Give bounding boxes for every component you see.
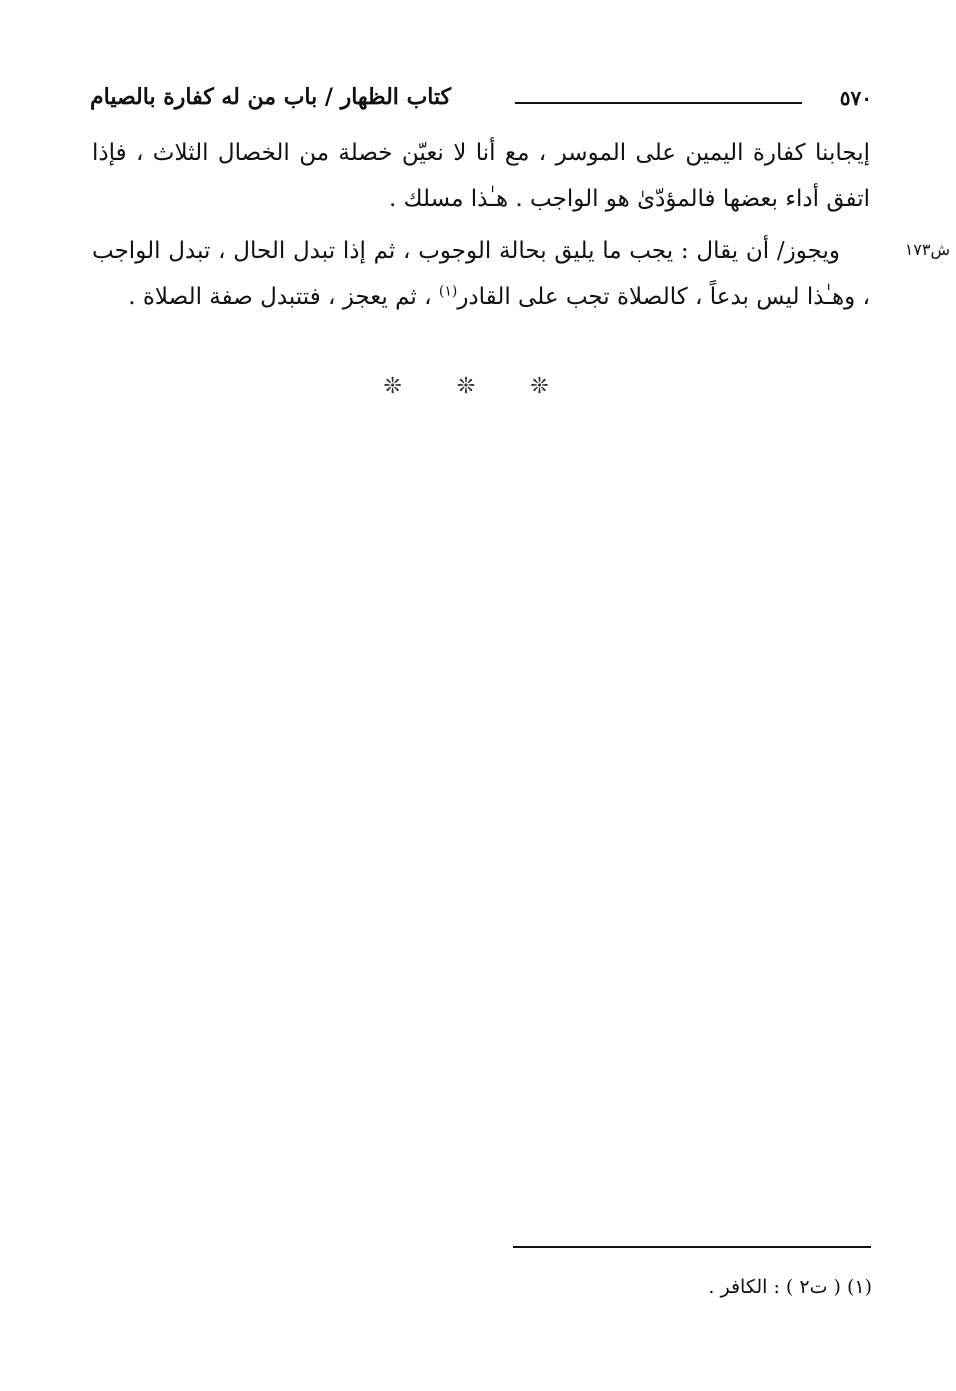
page-header [90, 84, 872, 118]
footnote-reference: (١) [438, 283, 458, 300]
paragraph-text: ويجوز/ أن يقال : يجب ما يليق بحالة الوجوب ، ثم إذا تبدل الحال ، تبدل الواجب ، وهـٰذا ليس بدعاً ، كالصلاة تجب على القادر [92, 238, 870, 310]
paragraph-text: ، ثم يعجز ، فتتبدل صفة الصلاة . [128, 284, 439, 310]
body-text [92, 130, 870, 320]
page-number: ٥٧٠ [839, 86, 872, 110]
running-title: كتاب الظهار / باب من له كفارة بالصيام [90, 84, 452, 110]
header-rule [515, 102, 802, 104]
footnote-rule [513, 1246, 871, 1248]
paragraph [92, 228, 870, 320]
margin-note: ش١٧٣ [904, 240, 950, 259]
paragraph: إيجابنا كفارة اليمين على الموسر ، مع أنا لا نعيّن خصلة من الخصال الثلاث ، فإذا اتفق أداء بعضها فالمؤدّىٰ هو الواجب . هـٰذا مسلك . [92, 140, 870, 212]
section-separator: ❊ ❊ ❊ [383, 374, 573, 399]
footnote: (١) ( ت٢ ) : الكافر . [708, 1276, 872, 1298]
